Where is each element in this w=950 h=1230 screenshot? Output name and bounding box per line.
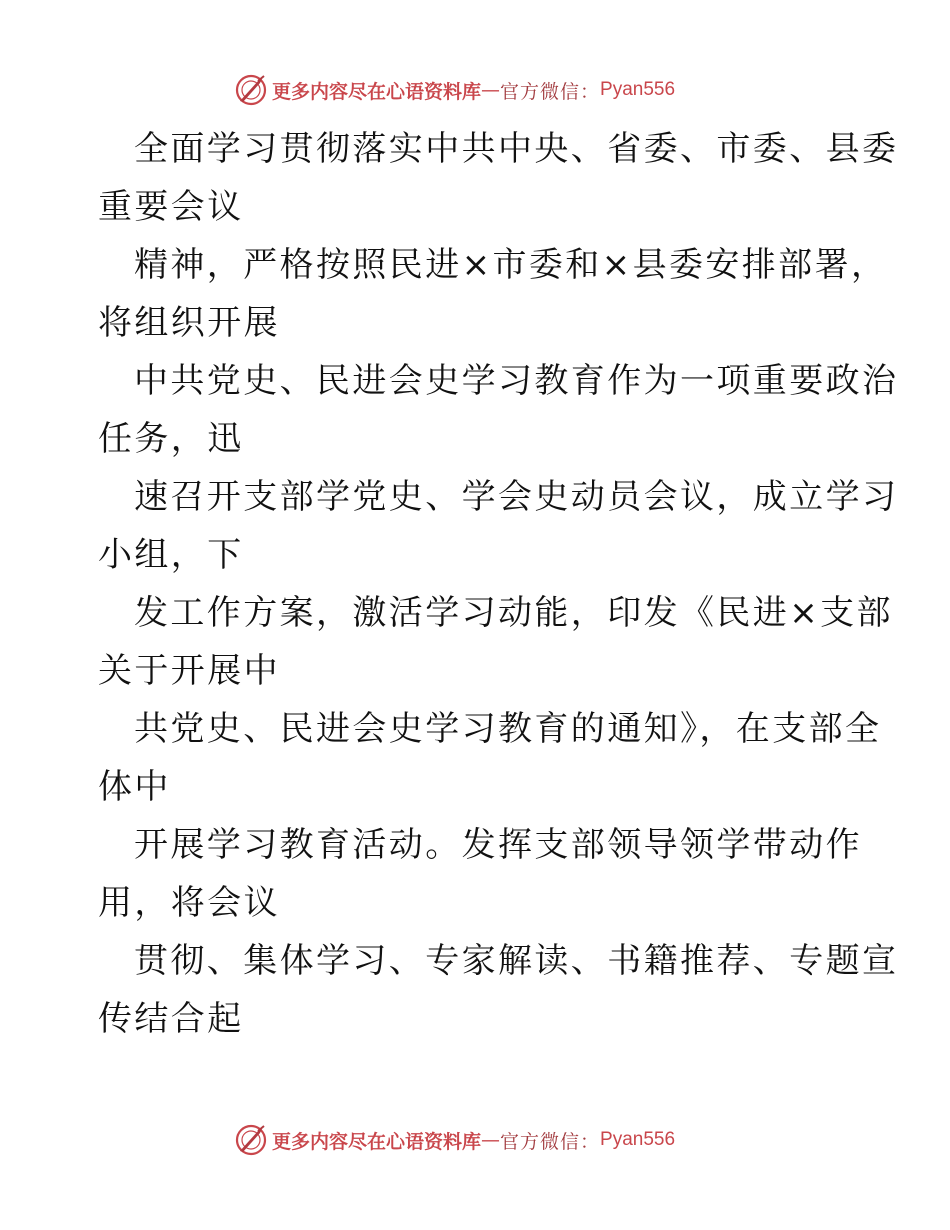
text-line: 小组，下 [98,535,244,575]
text-line: 任务，迅 [98,419,244,459]
watermark-official-label: 官方微信： [500,1130,601,1153]
text-line: 发工作方案，激活学习动能，印发《民进×支部 [134,593,893,633]
document-body [98,120,899,1048]
quill-pen-circle-icon [234,1123,268,1157]
footer-watermark [234,1120,754,1160]
text-line: 将组织开展 [98,303,280,343]
text-line: 体中 [98,767,171,807]
text-line: 共党史、民进会史学习教育的通知》，在支部全 [134,709,882,749]
text-line: 关于开展中 [98,651,280,691]
text-line: 传结合起 [98,999,244,1039]
watermark-dash: — [481,79,501,101]
quill-pen-circle-icon [234,73,268,107]
text-line: 中共党史、民进会史学习教育作为一项重要政治 [134,361,899,401]
text-line: 全面学习贯彻落实中共中央、省委、市委、县委 [134,129,899,169]
text-line: 速召开支部学党史、学会史动员会议，成立学习 [134,477,899,517]
text-line: 开展学习教育活动。发挥支部领导领学带动作 [134,825,862,865]
watermark-brand-text: 更多内容尽在心语资料库 [272,1130,482,1153]
watermark-dash: — [481,1129,501,1151]
watermark-wechat-id: Pyan556 [600,1129,676,1150]
watermark-wechat-id: Pyan556 [600,79,676,100]
text-line: 贯彻、集体学习、专家解读、书籍推荐、专题宣 [134,941,899,981]
text-line: 重要会议 [98,187,244,227]
watermark-official-label: 官方微信： [500,80,601,103]
text-line: 精神，严格按照民进×市委和×县委安排部署， [134,245,888,285]
text-line: 用，将会议 [98,883,280,923]
header-watermark [234,70,754,110]
watermark-brand-text: 更多内容尽在心语资料库 [272,80,482,103]
